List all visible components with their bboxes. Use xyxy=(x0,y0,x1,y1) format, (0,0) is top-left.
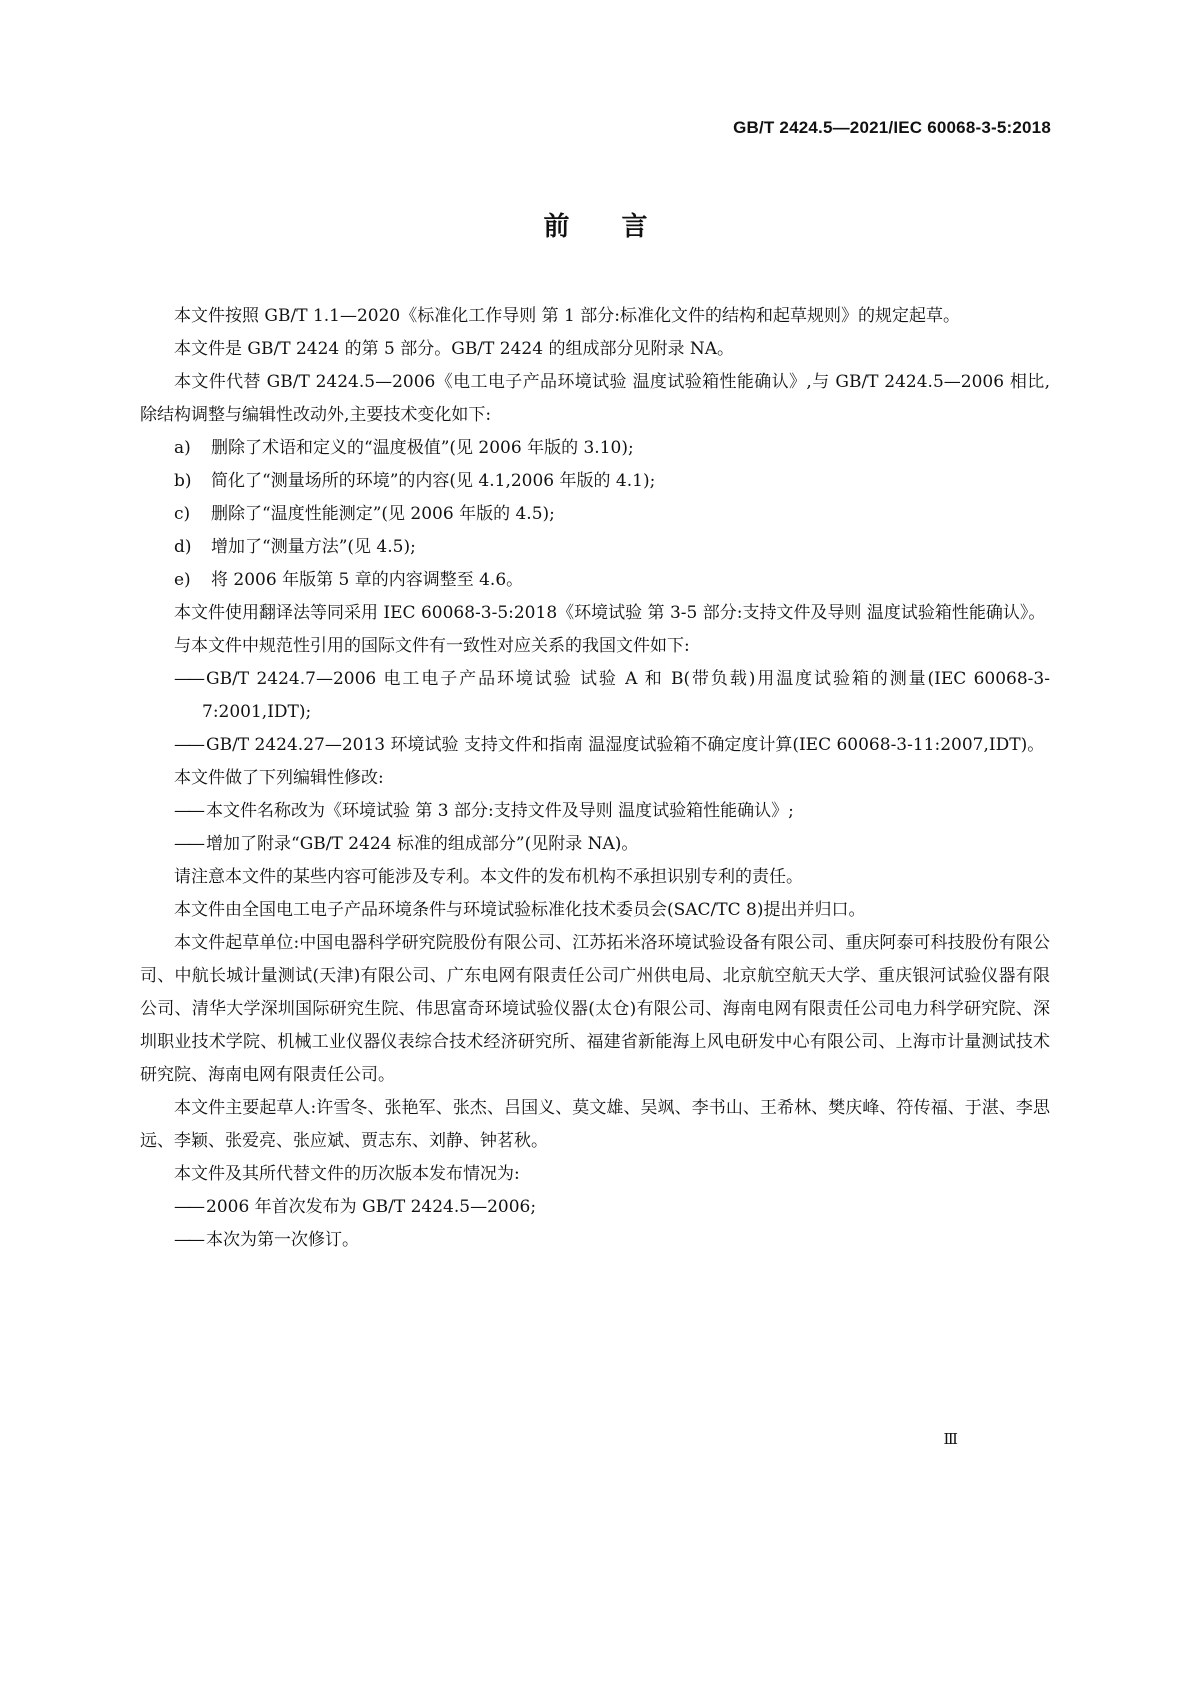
edit-text: 本文件名称改为《环境试验 第 3 部分:支持文件及导则 温度试验箱性能确认》; xyxy=(206,801,794,821)
list-text: 增加了“测量方法”(见 4.5); xyxy=(211,537,416,557)
dash-marker: —— xyxy=(174,1197,202,1217)
list-label: e) xyxy=(174,570,191,590)
history-item xyxy=(140,1224,1050,1257)
list-item xyxy=(140,531,1050,564)
edit-item xyxy=(140,828,1050,861)
list-text: 删除了术语和定义的“温度极值”(见 2006 年版的 3.10); xyxy=(211,438,634,458)
page-number: Ⅲ xyxy=(943,1430,958,1448)
paragraph-replaces: 本文件代替 GB/T 2424.5—2006《电工电子产品环境试验 温度试验箱性能确认》,与 GB/T 2424.5—2006 相比,除结构调整与编辑性改动外,主要技术变化如下: xyxy=(140,372,1050,425)
reference-text: GB/T 2424.27—2013 环境试验 支持文件和指南 温湿度试验箱不确定度计算(IEC 60068-3-11:2007,IDT)。 xyxy=(206,735,1045,755)
reference-item xyxy=(140,729,1050,762)
list-item xyxy=(140,564,1050,597)
list-text: 简化了“测量场所的环境”的内容(见 4.1,2006 年版的 4.1); xyxy=(211,471,656,491)
paragraph-editorial: 本文件做了下列编辑性修改: xyxy=(174,768,384,788)
page-title: 前言 xyxy=(543,212,700,242)
paragraph-drafting-units: 本文件起草单位:中国电器科学研究院股份有限公司、江苏拓米洛环境试验设备有限公司、重庆阿泰可科技股份有限公司、中航长城计量测试(天津)有限公司、广东电网有限责任公司广州供电局、北京航空航天大学、重庆银河试验仪器有限公司、清华大学深圳国际研究生院、伟思富奇环境试验仪器(太仓)有限公司、海南电网有限责任公司电力科学研究院、深圳职业技术学院、机械工业仪器仪表综合技术经济研究所、福建省新能海上风电研发中心有限公司、上海市计量测试技术研究院、海南电网有限责任公司。 xyxy=(140,933,1050,1085)
reference-item xyxy=(140,663,1050,729)
foreword-body xyxy=(140,300,1050,1257)
list-item xyxy=(140,498,1050,531)
dash-marker: —— xyxy=(174,735,202,755)
history-text: 本次为第一次修订。 xyxy=(206,1230,359,1250)
reference-text: GB/T 2424.7—2006 电工电子产品环境试验 试验 A 和 B(带负载)用温度试验箱的测量(IEC 60068-3-7:2001,IDT); xyxy=(202,669,1050,722)
history-item xyxy=(140,1191,1050,1224)
dash-marker: —— xyxy=(174,669,202,689)
paragraph-part-info: 本文件是 GB/T 2424 的第 5 部分。GB/T 2424 的组成部分见附录 NA。 xyxy=(174,339,735,359)
list-item xyxy=(140,432,1050,465)
dash-marker: —— xyxy=(174,801,202,821)
list-label: d) xyxy=(174,537,192,557)
list-text: 删除了“温度性能测定”(见 2006 年版的 4.5); xyxy=(211,504,555,524)
dash-marker: —— xyxy=(174,1230,202,1250)
paragraph-history: 本文件及其所代替文件的历次版本发布情况为: xyxy=(174,1164,520,1184)
list-item xyxy=(140,465,1050,498)
edit-item xyxy=(140,795,1050,828)
list-text: 将 2006 年版第 5 章的内容调整至 4.6。 xyxy=(211,570,524,590)
paragraph-drafters: 本文件主要起草人:许雪冬、张艳军、张杰、吕国义、莫文雄、吴飒、李书山、王希林、樊庆峰、符传福、于湛、李思远、李颖、张爱亮、张应斌、贾志东、刘静、钟茗秋。 xyxy=(140,1098,1050,1151)
dash-marker: —— xyxy=(174,834,202,854)
edit-text: 增加了附录“GB/T 2424 标准的组成部分”(见附录 NA)。 xyxy=(206,834,639,854)
standard-number-header: GB/T 2424.5—2021/IEC 60068-3-5:2018 xyxy=(733,118,1051,137)
paragraph-correspondence: 与本文件中规范性引用的国际文件有一致性对应关系的我国文件如下: xyxy=(174,636,690,656)
history-text: 2006 年首次发布为 GB/T 2424.5—2006; xyxy=(206,1197,537,1217)
paragraph-patent: 请注意本文件的某些内容可能涉及专利。本文件的发布机构不承担识别专利的责任。 xyxy=(174,867,803,887)
paragraph-committee: 本文件由全国电工电子产品环境条件与环境试验标准化技术委员会(SAC/TC 8)提出并归口。 xyxy=(174,900,866,920)
list-label: c) xyxy=(174,504,191,524)
list-label: a) xyxy=(174,438,191,458)
list-label: b) xyxy=(174,471,192,491)
paragraph-drafting-rules: 本文件按照 GB/T 1.1—2020《标准化工作导则 第 1 部分:标准化文件的结构和起草规则》的规定起草。 xyxy=(174,306,960,326)
paragraph-adoption: 本文件使用翻译法等同采用 IEC 60068-3-5:2018《环境试验 第 3-5 部分:支持文件及导则 温度试验箱性能确认》。 xyxy=(174,603,1046,623)
